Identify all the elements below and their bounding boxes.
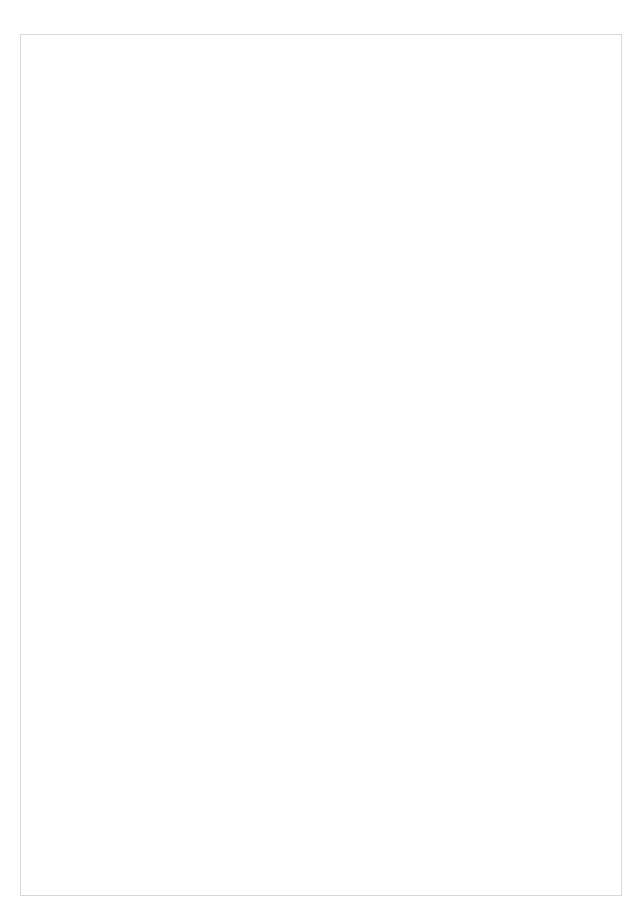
rotated-table-frame [20, 34, 622, 896]
rotated-table-container [21, 35, 621, 895]
